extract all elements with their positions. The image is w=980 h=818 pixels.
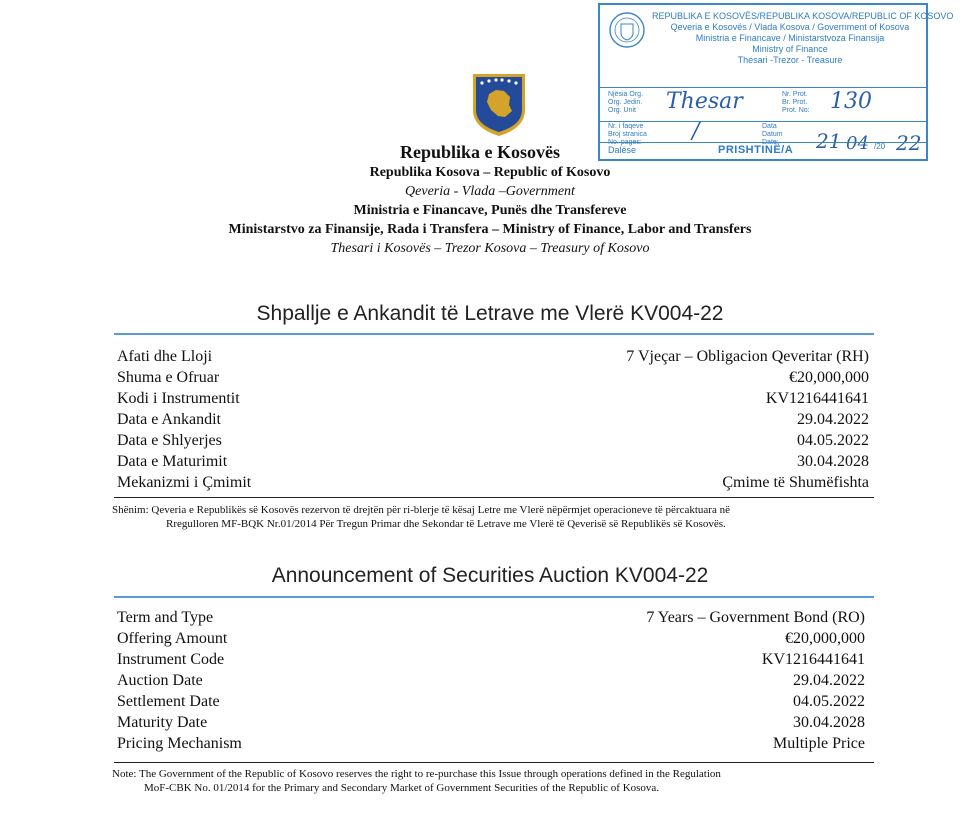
label-line: Prot. No:: [782, 107, 810, 114]
stamp-header: [652, 11, 954, 66]
table-row: [117, 670, 865, 691]
table-row: [117, 607, 865, 628]
ministry-albanian: Ministria e Financave, Punës dhe Transfereve: [353, 203, 627, 218]
row-value: 7 Vjeçar – Obligacion Qeveritar (RH): [626, 348, 869, 365]
row-value: 04.05.2022: [793, 693, 865, 710]
label-line: Date:: [762, 139, 779, 146]
stamp-header-line: Thesari -Trezor - Treasure: [737, 55, 843, 65]
kosovo-coat-of-arms: [469, 70, 529, 138]
english-auction-table: [117, 607, 865, 754]
republic-title-sr-en: Republika Kosova – Republic of Kosovo: [369, 165, 611, 180]
government-line: Qeveria - Vlada –Government: [405, 184, 575, 199]
note-line: MoF-CBK No. 01/2014 for the Primary and Secondary Market of Government Securities of the Republic of Kosova.: [144, 782, 660, 794]
albanian-note: [112, 503, 882, 531]
label-line: Org. Unit: [608, 107, 637, 114]
title-underline: [114, 596, 874, 598]
table-row: [117, 367, 869, 388]
official-stamp: [598, 3, 954, 161]
row-value: 30.04.2028: [797, 453, 869, 470]
row-value: KV1216441641: [765, 390, 869, 407]
table-row: [117, 346, 869, 367]
table-row: [117, 430, 869, 451]
republic-title-albanian: Republika e Kosovës: [399, 142, 561, 162]
row-value: 30.04.2028: [793, 714, 865, 731]
row-value: Çmime të Shumëfishta: [722, 474, 869, 491]
treasury-line: Thesari i Kosovës – Trezor Kosova – Treasury of Kosovo: [330, 241, 650, 256]
seal-icon: [608, 11, 646, 49]
note-line: Shënim: Qeveria e Republikës së Kosovës rezervon të drejtën për ri-blerje të kësaj Letre me Vlerë nëpërmjet operacioneve të përcaktuara në: [112, 504, 730, 516]
label-line: Br. Prot.: [782, 99, 808, 106]
note-line: Note: The Government of the Republic of Kosovo reserves the right to re-purchase this Issue through operations defined in the Regulation: [112, 768, 721, 780]
stamp-date-day: 21: [816, 129, 842, 153]
stamp-header-line: Qeveria e Kosovës / Vlada Kosova / Government of Kosova: [670, 22, 910, 32]
stamp-date-month: 04: [846, 133, 869, 154]
label-line: Nr. i faqeve: [608, 123, 644, 130]
title-underline: [114, 333, 874, 335]
label-line: Datum: [762, 131, 783, 138]
row-label: Settlement Date: [117, 693, 220, 710]
row-label: Data e Ankandit: [117, 411, 221, 428]
label-line: Nr. Prot.: [782, 91, 808, 98]
stamp-header-line: Ministry of Finance: [752, 44, 828, 54]
row-value: €20,000,000: [785, 630, 865, 647]
table-row: [117, 649, 865, 670]
row-value: 7 Years – Government Bond (RO): [646, 609, 865, 626]
stamp-divider: [600, 87, 926, 88]
table-row: [117, 472, 869, 493]
table-row: [117, 388, 869, 409]
row-value: KV1216441641: [761, 651, 865, 668]
row-value: €20,000,000: [789, 369, 869, 386]
row-label: Term and Type: [117, 609, 214, 626]
label-line: No. pages:: [608, 139, 642, 146]
stamp-org-value: Thesar: [666, 89, 743, 114]
table-row: [117, 691, 865, 712]
ministry-sr-en: Ministarstvo za Finansije, Rada i Transfera – Ministry of Finance, Labor and Transfers: [228, 222, 752, 237]
row-label: Kodi i Instrumentit: [117, 390, 240, 407]
stamp-date-century: /20: [874, 142, 886, 151]
albanian-announcement-title: Shpallje e Ankandit të Letrave me Vlerë KV004-22: [256, 302, 724, 325]
stamp-pages-value: /: [692, 119, 700, 144]
label-line: Broj stranica: [608, 131, 647, 138]
stamp-date-year: 22: [896, 131, 922, 155]
row-label: Mekanizmi i Çmimit: [117, 474, 252, 491]
label-line: Data: [762, 123, 777, 130]
label-line: Org. Jedin.: [608, 99, 643, 106]
stamp-header-line: Ministria e Financave / Ministarstvoza Finansija: [695, 33, 885, 43]
table-row: [117, 451, 869, 472]
table-row: [117, 712, 865, 733]
stamp-dosje-label: Dalëse: [608, 145, 637, 155]
table-bottom-rule: [114, 762, 874, 763]
table-row: [117, 628, 865, 649]
stamp-org-label: [608, 91, 668, 115]
stamp-prot-value: 130: [830, 89, 872, 114]
row-label: Auction Date: [117, 672, 203, 689]
row-label: Afati dhe Lloji: [117, 348, 213, 365]
row-label: Maturity Date: [117, 714, 208, 731]
row-value: 29.04.2022: [793, 672, 865, 689]
english-announcement-title: Announcement of Securities Auction KV004-22: [271, 564, 709, 587]
row-label: Shuma e Ofruar: [117, 369, 220, 386]
stamp-divider: [600, 121, 926, 122]
note-line: Rregulloren MF-BQK Nr.01/2014 Për Tregun Primar dhe Sekondar të Letrave me Vlerë të Qeverisë së Republikës së Kosovës.: [166, 518, 726, 530]
row-label: Data e Maturimit: [117, 453, 228, 470]
row-label: Instrument Code: [117, 651, 225, 668]
albanian-auction-table: [117, 346, 869, 493]
row-label: Offering Amount: [117, 630, 228, 647]
table-bottom-rule: [114, 497, 874, 498]
row-value: 29.04.2022: [797, 411, 869, 428]
label-line: Njësia Org.: [608, 91, 644, 98]
row-label: Data e Shlyerjes: [117, 432, 222, 449]
stamp-city: PRISHTINË/A: [718, 144, 794, 156]
table-row: [117, 409, 869, 430]
row-value: 04.05.2022: [797, 432, 869, 449]
row-value: Multiple Price: [773, 735, 865, 752]
stamp-header-line: REPUBLIKA E KOSOVËS/REPUBLIKA KOSOVA/REPUBLIC OF KOSOVO: [652, 11, 954, 21]
english-note: [112, 767, 882, 795]
table-row: [117, 733, 865, 754]
row-label: Pricing Mechanism: [117, 735, 242, 752]
